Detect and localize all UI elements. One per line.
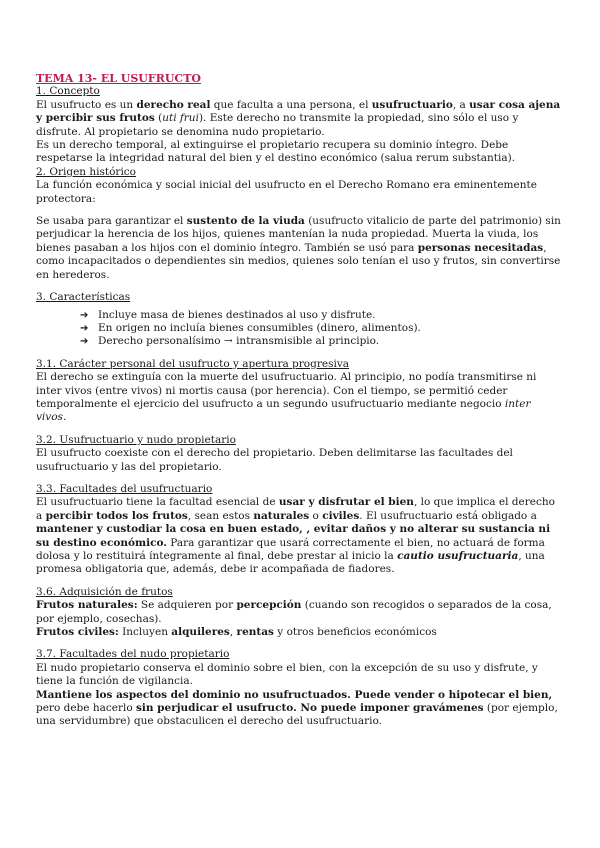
- paragraph-frutos-naturales: Frutos naturales: Se adquieren por percepción (cuando son recogidos o separados de la cosa, por ejemplo, cosechas).: [36, 599, 552, 625]
- document-title: TEMA 13- EL USUFRUCTO: [36, 72, 201, 85]
- paragraph-concepto-temporal: Es un derecho temporal, al extinguirse el propietario recupera su dominio íntegro. Debe respetarse la integridad natural del bien y el destino económico (salua rerum substantia).: [36, 139, 516, 165]
- section-heading-adquisicion-frutos: 3.6. Adquisición de frutos: [36, 585, 173, 598]
- section-heading-facultades-nudo-propietario: 3.7. Facultades del nudo propietario: [36, 648, 230, 661]
- section-heading-origen: 2. Origen histórico: [36, 165, 137, 178]
- section-heading-caracter-personal: 3.1. Carácter personal del usufructo y apertura progresiva: [36, 357, 350, 370]
- caracteristicas-list: [36, 309, 564, 349]
- paragraph-caracter-personal: El derecho se extinguía con la muerte del usufructuario. Al principio, no podía transmitirse ni inter vivos (entre vivos) ni mortis causa (por herencia). Con el tiempo, se permitió ceder temporalmente el ejercicio del usufructo a un segundo usufructuario mediante negocio inter vivos.: [36, 371, 537, 424]
- section-heading-concepto: 1. Concepto: [36, 85, 100, 98]
- paragraph-concepto-definicion: El usufructo es un derecho real que faculta a una persona, el usufructuario, a usar cosa ajena y percibir sus frutos (uti frui). Este derecho no transmite la propiedad, sino sólo el uso y disfrute. Al propietario se denomina nudo propietario.: [36, 98, 561, 138]
- paragraph-nudo-propietario-dominio: El nudo propietario conserva el dominio sobre el bien, con la excepción de su uso y disfrute, y tiene la función de vigilancia.: [36, 661, 538, 688]
- paragraph-nudo-propietario: El usufructo coexiste con el derecho del propietario. Deben delimitarse las facultades del usufructuario y las del propietario.: [36, 447, 513, 473]
- paragraph-origen-funcion: La función económica y social inicial del usufructo en el Derecho Romano era eminentemente protectora:: [36, 179, 537, 205]
- paragraph-frutos-civiles: Frutos civiles: Incluyen alquileres, rentas y otros beneficios económicos: [36, 626, 437, 639]
- list-item: ➔ Incluye masa de bienes destinados al uso y disfrute.: [80, 308, 376, 321]
- list-item: ➔ En origen no incluía bienes consumibles (dinero, alimentos).: [80, 321, 421, 334]
- list-item: ➔ Derecho personalísimo → intransmisible al principio.: [80, 335, 380, 348]
- arrow-right-icon: ➔: [80, 336, 89, 348]
- section-heading-nudo-propietario: 3.2. Usufructuario y nudo propietario: [36, 433, 236, 446]
- section-heading-caracteristicas: 3. Características: [36, 291, 131, 304]
- paragraph-nudo-propietario-aspectos: Mantiene los aspectos del dominio no usufructuados. Puede vender o hipotecar el bien, pero debe hacerlo sin perjudicar el usufructo. No puede imponer gravámenes (por ejemplo, una servidumbre) que obstaculicen el derecho del usufructuario.: [36, 688, 558, 728]
- arrow-right-icon: ➔: [80, 309, 89, 321]
- paragraph-origen-viuda: Se usaba para garantizar el sustento de la viuda (usufructo vitalicio de parte del patrimonio) sin perjudicar la herencia de los hijos, quienes mantenían la nuda propiedad. Muerta la viuda, los bienes pasaban a los hijos con el dominio íntegro. También se usó para personas necesitadas, como incapacitados o dependientes sin medios, quienes solo tenían el uso y frutos, sin convertirse en herederos.: [36, 215, 561, 281]
- section-heading-facultades-usufructuario: 3.3. Facultades del usufructuario: [36, 482, 213, 495]
- arrow-right-icon: ➔: [80, 322, 89, 334]
- paragraph-facultades-usufructuario: El usufructuario tiene la facultad esencial de usar y disfrutar el bien, lo que implica el derecho a percibir todos los frutos, sean estos naturales o civiles. El usufructuario está obligado a mantener y custodiar la cosa en buen estado, , evitar daños y no alterar su sustancia ni su destino económico. Para garantizar que usará correctamente el bien, no actuará de forma dolosa y lo restituirá íntegramente al final, debe prestar al inicio la cautio usufructuaria, una promesa obligatoria que, además, debe ir acompañada de fiadores.: [36, 496, 555, 576]
